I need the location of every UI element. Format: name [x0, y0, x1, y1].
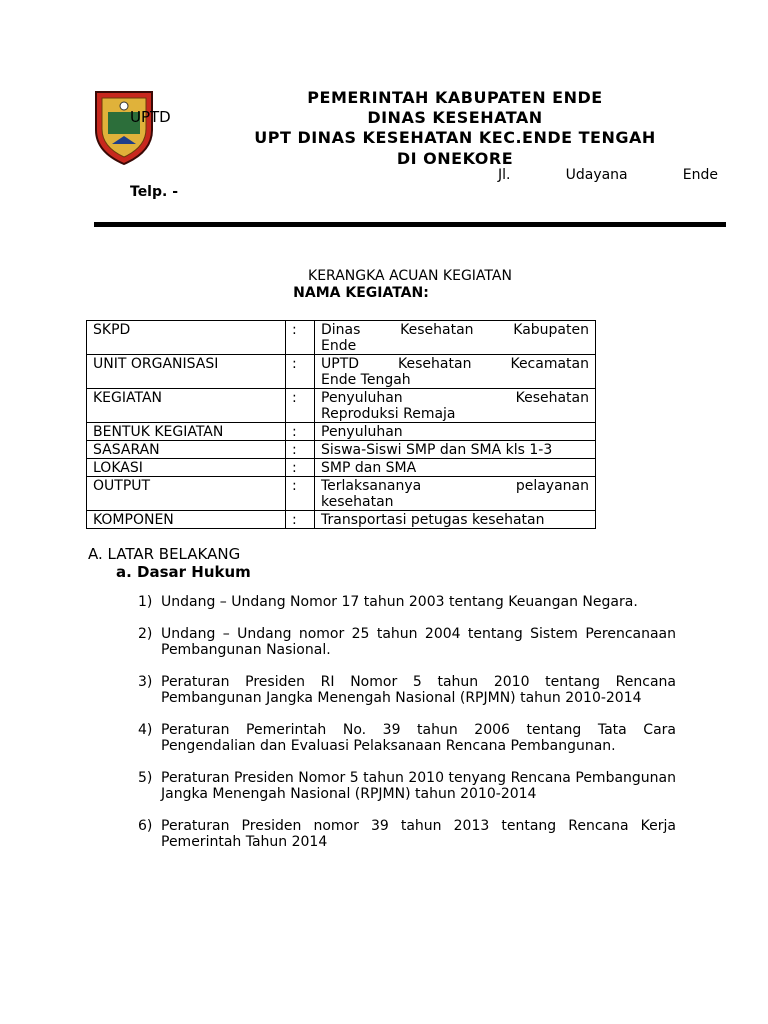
item-number: 5) [138, 769, 153, 786]
activity-info-table [86, 320, 596, 529]
row-value [315, 477, 596, 511]
row-label: BENTUK KEGIATAN [87, 423, 286, 441]
regency-emblem-logo [92, 86, 156, 166]
row-value-line: Ende [321, 338, 357, 354]
header-line-unit: UPT DINAS KESEHATAN KEC.ENDE TENGAH [254, 128, 656, 147]
item-number: 1) [138, 594, 153, 610]
row-value-line: UPTD Kesehatan Kecamatan [321, 356, 589, 372]
address-part: Udayana [565, 167, 628, 183]
row-value: Penyuluhan [315, 423, 596, 441]
list-item [138, 626, 676, 659]
row-value: Siswa-Siswi SMP dan SMA kls 1-3 [315, 441, 596, 459]
row-separator: : [286, 321, 315, 355]
item-text: Peraturan Presiden nomor 39 tahun 2013 tentang Rencana Kerja Pemerintah Tahun 2014 [161, 817, 676, 850]
address [498, 167, 718, 183]
row-label: KOMPONEN [87, 511, 286, 529]
item-text: Undang – Undang nomor 25 tahun 2004 tentang Sistem Perencanaan Pembangunan Nasional. [161, 625, 676, 658]
row-value-line: Terlaksananya pelayanan [321, 478, 589, 494]
row-label: OUTPUT [87, 477, 286, 511]
item-text: Peraturan Pemerintah No. 39 tahun 2006 tentang Tata Cara Pengendalian dan Evaluasi Pelaksanaan Rencana Pembangunan. [161, 721, 676, 754]
row-label: LOKASI [87, 459, 286, 477]
doc-title: KERANGKA ACUAN KEGIATAN [308, 268, 512, 284]
list-item [138, 674, 676, 707]
row-label: KEGIATAN [87, 389, 286, 423]
row-label: SKPD [87, 321, 286, 355]
item-number: 3) [138, 673, 153, 690]
row-value [315, 355, 596, 389]
item-number: 6) [138, 817, 153, 834]
row-separator: : [286, 355, 315, 389]
table-row [87, 511, 596, 529]
row-value-line: Penyuluhan Kesehatan [321, 390, 589, 406]
legal-basis-list [138, 594, 676, 866]
row-value-line: kesehatan [321, 494, 394, 510]
telephone: Telp. - [130, 184, 179, 200]
row-value-line: Dinas Kesehatan Kabupaten [321, 322, 589, 338]
row-separator: : [286, 423, 315, 441]
list-item [138, 594, 676, 611]
doc-subtitle: NAMA KEGIATAN: [293, 285, 429, 301]
table-row [87, 459, 596, 477]
row-separator: : [286, 511, 315, 529]
table-row [87, 423, 596, 441]
row-label: SASARAN [87, 441, 286, 459]
table-row [87, 321, 596, 355]
header-line-agency: DINAS KESEHATAN [367, 108, 543, 127]
item-number: 2) [138, 625, 153, 642]
row-value-line: Ende Tengah [321, 372, 411, 388]
row-separator: : [286, 459, 315, 477]
row-separator: : [286, 441, 315, 459]
row-label: UNIT ORGANISASI [87, 355, 286, 389]
list-item [138, 770, 676, 803]
table-row [87, 389, 596, 423]
table-row [87, 477, 596, 511]
row-value: Transportasi petugas kesehatan [315, 511, 596, 529]
header-line-government: PEMERINTAH KABUPATEN ENDE [307, 88, 603, 107]
item-text: Undang – Undang Nomor 17 tahun 2003 tentang Keuangan Negara. [161, 594, 638, 610]
item-number: 4) [138, 721, 153, 738]
address-part: Ende [682, 167, 718, 183]
row-separator: : [286, 477, 315, 511]
logo-label: UPTD [130, 108, 171, 126]
header-line-location: DI ONEKORE [396, 149, 514, 168]
section-heading: A. LATAR BELAKANG [88, 545, 241, 563]
list-item [138, 722, 676, 755]
row-value-line: Reproduksi Remaja [321, 406, 456, 422]
item-text: Peraturan Presiden Nomor 5 tahun 2010 tenyang Rencana Pembangunan Jangka Menengah Nasional (RPJMN) tahun 2010-2014 [161, 769, 676, 802]
table-row [87, 355, 596, 389]
row-value [315, 389, 596, 423]
table-row [87, 441, 596, 459]
address-part: Jl. [498, 167, 511, 183]
row-separator: : [286, 389, 315, 423]
subsection-heading: a. Dasar Hukum [116, 563, 251, 581]
row-value [315, 321, 596, 355]
list-item [138, 818, 676, 851]
item-text: Peraturan Presiden RI Nomor 5 tahun 2010 tentang Rencana Pembangunan Jangka Menengah Nasional (RPJMN) tahun 2010-2014 [161, 673, 676, 706]
letterhead-divider [94, 222, 726, 227]
row-value: SMP dan SMA [315, 459, 596, 477]
